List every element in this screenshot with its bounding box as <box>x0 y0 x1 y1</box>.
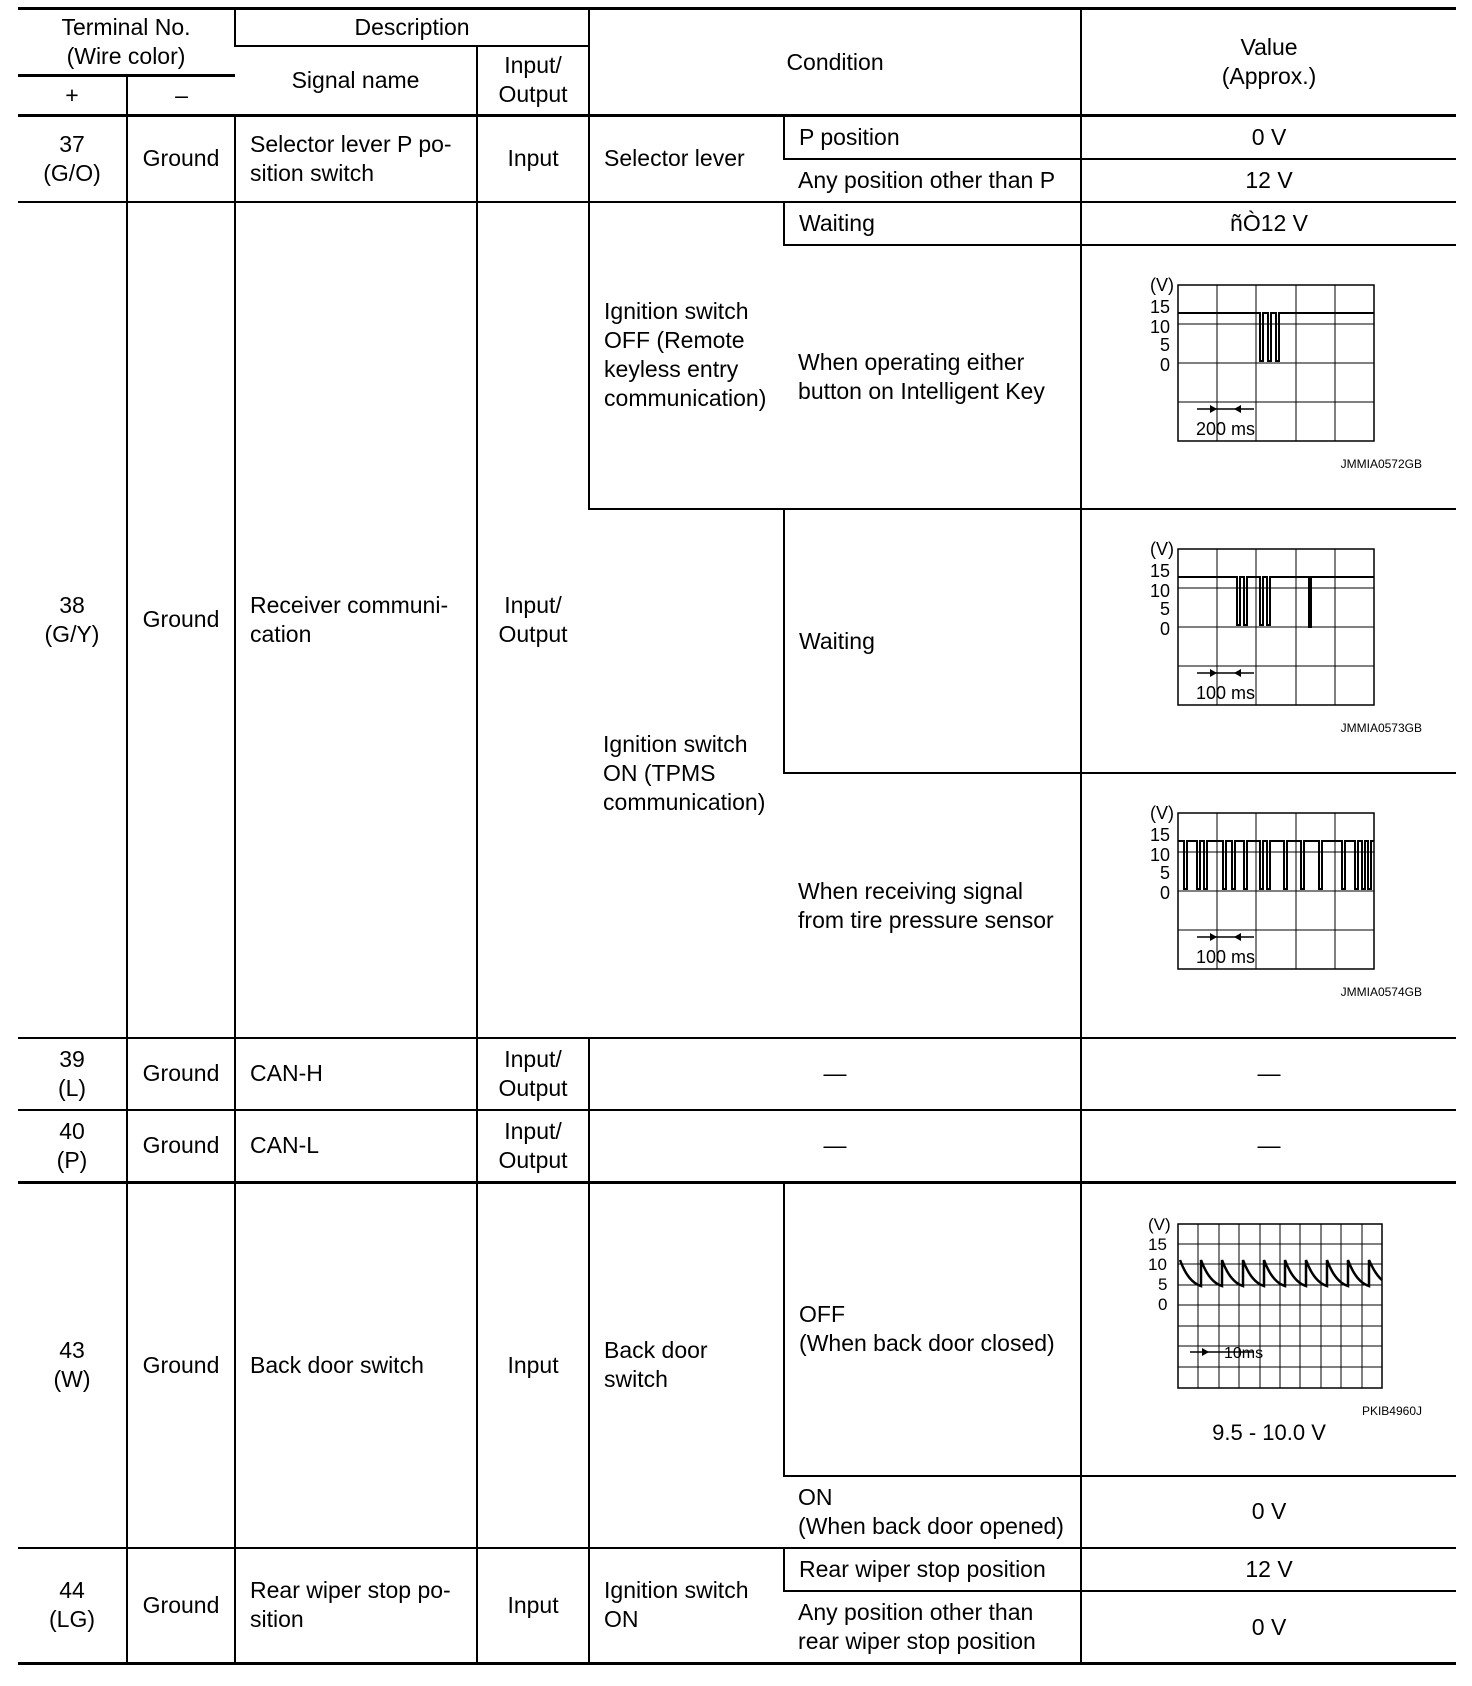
scope-axis-labels <box>1150 539 1174 639</box>
svg-text:10ms: 10ms <box>1224 1345 1264 1363</box>
scope-trace <box>1178 841 1374 889</box>
ground-cell: Ground <box>127 202 235 1038</box>
condition-cell: Ignition switch ON (TPMS communication) <box>589 509 784 1038</box>
sub-condition-cell: P position <box>784 116 1081 159</box>
figure-id: PKIB4960J <box>1361 1404 1423 1419</box>
ground-cell: Ground <box>127 1110 235 1182</box>
axis-unit: (V) <box>1148 1215 1171 1235</box>
header-signal-name: Signal name <box>235 46 477 116</box>
header-input-output: Input/ Output <box>477 46 589 116</box>
axis-unit: (V) <box>1150 274 1175 295</box>
axis-tick: 0 <box>1158 1295 1168 1315</box>
figure-id: JMMIA0574GB <box>1340 985 1423 1000</box>
axis-tick: 10 <box>1150 845 1171 866</box>
time-scale <box>1190 1345 1263 1362</box>
signal-name-cell: CAN-H <box>235 1038 477 1110</box>
table-row <box>18 116 1456 159</box>
scope-grid <box>1178 813 1374 969</box>
value-text: 9.5 - 10.0 V <box>1212 1420 1326 1445</box>
io-cell: Input <box>477 116 589 202</box>
scope-axis-labels <box>1150 275 1174 375</box>
waveform-cell <box>1081 773 1456 1037</box>
axis-tick: 10 <box>1150 580 1171 601</box>
waveform-tpms-receiving <box>1104 803 1434 1008</box>
svg-text:100 ms: 100 ms <box>1196 682 1256 703</box>
axis-tick: 15 <box>1148 1235 1167 1255</box>
waveform-back-door <box>1104 1214 1434 1444</box>
signal-name-cell: Receiver communi- cation <box>235 202 477 1038</box>
table-row <box>18 1038 1456 1110</box>
waveform-cell <box>1081 509 1456 773</box>
io-cell: Input <box>477 1182 589 1548</box>
scope-grid <box>1178 285 1374 441</box>
scope-grid <box>1178 549 1374 705</box>
terminal-cell: 40 (P) <box>18 1110 127 1182</box>
condition-cell: — <box>589 1038 1081 1110</box>
signal-name-cell: Rear wiper stop po- sition <box>235 1548 477 1664</box>
sub-condition-cell: When operating either button on Intelligent Key <box>784 245 1081 509</box>
ground-cell: Ground <box>127 1548 235 1664</box>
terminal-spec-table <box>18 7 1456 1665</box>
value-cell: ñÒ12 V <box>1081 202 1456 245</box>
sub-condition-cell: Any position other than rear wiper stop position <box>784 1591 1081 1663</box>
table-row <box>18 1548 1456 1591</box>
svg-text:100 ms: 100 ms <box>1196 947 1256 968</box>
sub-condition-cell: Waiting <box>784 202 1081 245</box>
waveform-cell <box>1081 1182 1456 1475</box>
sub-condition-cell: ON (When back door opened) <box>784 1476 1081 1548</box>
condition-cell: Ignition switch OFF (Remote keyless entry communication) <box>589 202 784 509</box>
value-cell: 12 V <box>1081 1548 1456 1591</box>
figure-id: JMMIA0572GB <box>1340 456 1423 471</box>
value-cell: 0 V <box>1081 1591 1456 1663</box>
axis-tick: 15 <box>1150 296 1171 317</box>
figure-id: JMMIA0573GB <box>1340 720 1423 735</box>
header-terminal-no: Terminal No. (Wire color) <box>18 9 235 76</box>
terminal-cell: 37 (G/O) <box>18 116 127 202</box>
signal-name-cell: Selector lever P po- sition switch <box>235 116 477 202</box>
io-cell: Input <box>477 1548 589 1664</box>
waveform-cell <box>1081 245 1456 509</box>
sub-condition-cell: OFF (When back door closed) <box>784 1182 1081 1475</box>
table-row <box>18 1182 1456 1475</box>
time-scale <box>1196 933 1255 967</box>
time-scale <box>1196 405 1255 439</box>
value-cell: 0 V <box>1081 116 1456 159</box>
io-cell: Input/ Output <box>477 202 589 1038</box>
sub-condition-cell: Any position other than P <box>784 159 1081 202</box>
scope-axis-labels <box>1148 1215 1171 1314</box>
condition-cell: Ignition switch ON <box>589 1548 784 1664</box>
condition-cell: Back door switch <box>589 1182 784 1548</box>
header-value: Value (Approx.) <box>1081 9 1456 116</box>
header-condition: Condition <box>589 9 1081 116</box>
sub-condition-cell: When receiving signal from tire pressure sensor <box>784 773 1081 1037</box>
sub-condition-cell: Waiting <box>784 509 1081 773</box>
time-scale <box>1196 669 1255 703</box>
value-cell: — <box>1081 1038 1456 1110</box>
signal-name-cell: Back door switch <box>235 1182 477 1548</box>
axis-unit: (V) <box>1150 538 1175 559</box>
axis-tick: 0 <box>1160 883 1171 904</box>
axis-tick: 15 <box>1150 560 1171 581</box>
scope-trace <box>1178 313 1374 361</box>
header-minus: – <box>127 76 235 116</box>
condition-cell: Selector lever <box>589 116 784 202</box>
axis-tick: 10 <box>1148 1255 1167 1275</box>
svg-text:200 ms: 200 ms <box>1196 418 1256 439</box>
io-cell: Input/ Output <box>477 1038 589 1110</box>
axis-tick: 10 <box>1150 316 1171 337</box>
scope-grid <box>1178 1224 1382 1388</box>
table-row <box>18 1110 1456 1182</box>
value-cell: — <box>1081 1110 1456 1182</box>
axis-tick: 0 <box>1160 354 1171 375</box>
ground-cell: Ground <box>127 116 235 202</box>
ground-cell: Ground <box>127 1038 235 1110</box>
terminal-cell: 39 (L) <box>18 1038 127 1110</box>
waveform-tpms-waiting <box>1104 539 1434 744</box>
terminal-cell: 44 (LG) <box>18 1548 127 1664</box>
value-cell: 0 V <box>1081 1476 1456 1548</box>
scope-trace <box>1178 577 1374 627</box>
axis-tick: 5 <box>1160 334 1171 355</box>
scope-axis-labels <box>1150 803 1174 903</box>
terminal-cell: 38 (G/Y) <box>18 202 127 1038</box>
axis-tick: 5 <box>1158 1275 1168 1295</box>
axis-tick: 0 <box>1160 618 1171 639</box>
table-row <box>18 202 1456 245</box>
terminal-cell: 43 (W) <box>18 1182 127 1548</box>
ground-cell: Ground <box>127 1182 235 1548</box>
condition-cell: — <box>589 1110 1081 1182</box>
axis-tick: 5 <box>1160 863 1171 884</box>
signal-name-cell: CAN-L <box>235 1110 477 1182</box>
io-cell: Input/ Output <box>477 1110 589 1182</box>
header-plus: + <box>65 82 79 108</box>
axis-tick: 5 <box>1160 598 1171 619</box>
sub-condition-cell: Rear wiper stop position <box>784 1548 1081 1591</box>
axis-unit: (V) <box>1150 803 1175 824</box>
header-description: Description <box>235 9 589 46</box>
axis-tick: 15 <box>1150 825 1171 846</box>
value-cell: 12 V <box>1081 159 1456 202</box>
waveform-keyless <box>1104 275 1434 480</box>
